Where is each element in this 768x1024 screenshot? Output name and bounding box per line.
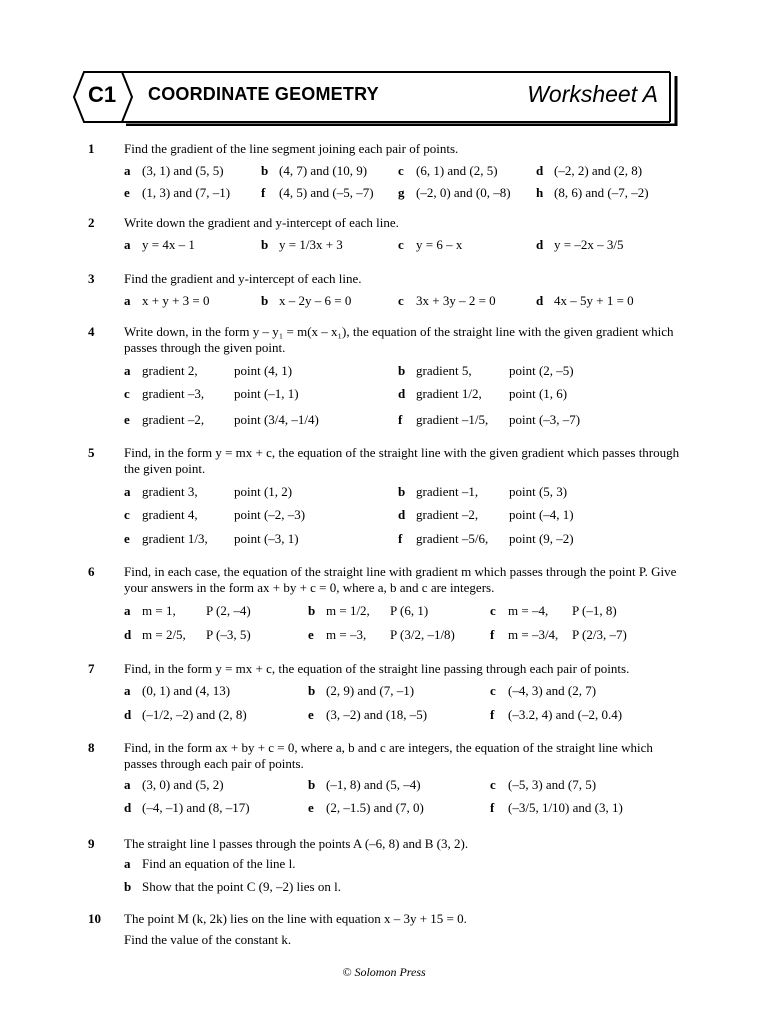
part-g: g (–2, 0) and (0, –8) <box>398 185 511 200</box>
part-d-point: point (1, 6) <box>509 386 568 401</box>
question-number: 8 <box>88 740 95 755</box>
part-d-point: point (–4, 1) <box>509 507 574 522</box>
answer-row <box>124 412 724 430</box>
answer-row <box>124 507 724 525</box>
part-d: d (–4, –1) and (8, –17) <box>124 800 250 815</box>
answer-row <box>124 531 724 549</box>
question-number: 9 <box>88 836 95 851</box>
answer-row <box>124 603 724 621</box>
answer-row <box>124 237 724 255</box>
part-c: c (–5, 3) and (7, 5) <box>490 777 597 792</box>
part-e: e gradient 1/3, <box>124 531 208 546</box>
part-b-point: point (2, –5) <box>509 363 574 378</box>
answer-row <box>124 856 724 874</box>
question-text: Write down, in the form y – y₁ = m(x – x₁), the equation of the straight line with the given gradient which passes through the given point. <box>124 324 674 355</box>
answer-row <box>124 627 724 645</box>
part-d: d (–2, 2) and (2, 8) <box>536 163 643 178</box>
question-text: Find, in each case, the equation of the straight line with gradient m which passes through the point P. Give your answers in the form ax + by + c = 0, where a, b and c are integers. <box>124 564 677 595</box>
part-b: b (4, 7) and (10, 9) <box>261 163 368 178</box>
part-e: e (3, –2) and (18, –5) <box>308 707 428 722</box>
part-e-point: point (3/4, –1/4) <box>234 412 319 427</box>
answer-row <box>124 363 724 381</box>
question-number: 5 <box>88 445 95 460</box>
part-c: c gradient 4, <box>124 507 198 522</box>
part-e: e (1, 3) and (7, –1) <box>124 185 231 200</box>
part-d: d (–1/2, –2) and (2, 8) <box>124 707 247 722</box>
part-b: b (–1, 8) and (5, –4) <box>308 777 421 792</box>
answer-row <box>124 683 724 701</box>
part-a: a m = 1, <box>124 603 176 618</box>
question-number: 2 <box>88 215 95 230</box>
part-e: e (2, –1.5) and (7, 0) <box>308 800 424 815</box>
part-c-point: point (–1, 1) <box>234 386 299 401</box>
part-a-point: point (1, 2) <box>234 484 293 499</box>
part-f: f (–3/5, 1/10) and (3, 1) <box>490 800 623 815</box>
part-f: f (4, 5) and (–5, –7) <box>261 185 374 200</box>
question-number: 3 <box>88 271 95 286</box>
part-d: d y = –2x – 3/5 <box>536 237 624 252</box>
part-d-point: P (–3, 5) <box>206 627 251 642</box>
part-e: e m = –3, <box>308 627 367 642</box>
part-c: c (–4, 3) and (2, 7) <box>490 683 597 698</box>
question-number: 10 <box>88 911 101 926</box>
part-d: d 4x – 5y + 1 = 0 <box>536 293 634 308</box>
part-b-point: P (6, 1) <box>390 603 429 618</box>
part-d: d gradient –2, <box>398 507 479 522</box>
part-c: c y = 6 – x <box>398 237 463 252</box>
worksheet-name: Worksheet A <box>527 81 658 107</box>
question-text: Find the gradient and y-intercept of each line. <box>124 271 362 286</box>
worksheet-header <box>70 68 680 126</box>
part-e: e gradient –2, <box>124 412 205 427</box>
part-f-point: point (–3, –7) <box>509 412 581 427</box>
part-a: a y = 4x – 1 <box>124 237 195 252</box>
part-statement: Find the value of the constant k. <box>124 932 292 947</box>
question-text: Write down the gradient and y-intercept of each line. <box>124 215 399 230</box>
part-b: b m = 1/2, <box>308 603 370 618</box>
question-number: 1 <box>88 141 95 156</box>
part-b: b gradient 5, <box>398 363 472 378</box>
question-text: Find the gradient of the line segment joining each pair of points. <box>124 141 459 156</box>
part-b: b Show that the point C (9, –2) lies on l. <box>124 879 341 894</box>
part-f: f m = –3/4, <box>490 627 559 642</box>
part-c-point: point (–2, –3) <box>234 507 306 522</box>
answer-row <box>124 777 724 795</box>
chapter-title: COORDINATE GEOMETRY <box>148 84 379 104</box>
answer-row <box>124 293 724 311</box>
part-d: d gradient 1/2, <box>398 386 482 401</box>
answer-row <box>124 484 724 502</box>
part-a: a gradient 3, <box>124 484 198 499</box>
part-e-point: point (–3, 1) <box>234 531 299 546</box>
part-a-point: point (4, 1) <box>234 363 293 378</box>
question-number: 4 <box>88 324 95 339</box>
part-c: c gradient –3, <box>124 386 205 401</box>
part-a: a Find an equation of the line l. <box>124 856 296 871</box>
part-f-point: P (2/3, –7) <box>572 627 627 642</box>
question-text: The point M (k, 2k) lies on the line with equation x – 3y + 15 = 0. <box>124 911 467 926</box>
part-a: a gradient 2, <box>124 363 198 378</box>
publisher-footer: © Solomon Press <box>342 965 426 979</box>
answer-row <box>124 932 724 950</box>
chapter-code: C1 <box>88 82 117 107</box>
answer-row <box>124 800 724 818</box>
part-f-point: point (9, –2) <box>509 531 574 546</box>
part-f: f (–3.2, 4) and (–2, 0.4) <box>490 707 623 722</box>
part-b: b gradient –1, <box>398 484 479 499</box>
answer-row <box>124 185 724 203</box>
question-text: Find, in the form ax + by + c = 0, where a, b and c are integers, the equation of the straight line which passes through each pair of points. <box>124 740 653 771</box>
part-a: a x + y + 3 = 0 <box>124 293 210 308</box>
part-d: d m = 2/5, <box>124 627 186 642</box>
part-a-point: P (2, –4) <box>206 603 251 618</box>
part-b-point: point (5, 3) <box>509 484 568 499</box>
part-c-point: P (–1, 8) <box>572 603 617 618</box>
question-number: 7 <box>88 661 95 676</box>
part-b: b x – 2y – 6 = 0 <box>261 293 352 308</box>
question-text: Find, in the form y = mx + c, the equation of the straight line passing through each pair of points. <box>124 661 630 676</box>
part-f: f gradient –5/6, <box>398 531 489 546</box>
answer-row <box>124 707 724 725</box>
part-a: a (3, 1) and (5, 5) <box>124 163 224 178</box>
part-e-point: P (3/2, –1/8) <box>390 627 455 642</box>
part-c: c 3x + 3y – 2 = 0 <box>398 293 496 308</box>
part-a: a (3, 0) and (5, 2) <box>124 777 224 792</box>
answer-row <box>124 163 724 181</box>
answer-row <box>124 386 724 404</box>
part-b: b y = 1/3x + 3 <box>261 237 343 252</box>
question-text: The straight line l passes through the points A (–6, 8) and B (3, 2). <box>124 836 469 851</box>
part-c: c m = –4, <box>490 603 549 618</box>
part-c: c (6, 1) and (2, 5) <box>398 163 498 178</box>
part-a: a (0, 1) and (4, 13) <box>124 683 231 698</box>
part-h: h (8, 6) and (–7, –2) <box>536 185 649 200</box>
answer-row <box>124 879 724 897</box>
question-number: 6 <box>88 564 95 579</box>
question-text: Find, in the form y = mx + c, the equation of the straight line with the given gradient which passes through the given point. <box>124 445 680 476</box>
part-f: f gradient –1/5, <box>398 412 489 427</box>
part-b: b (2, 9) and (7, –1) <box>308 683 415 698</box>
